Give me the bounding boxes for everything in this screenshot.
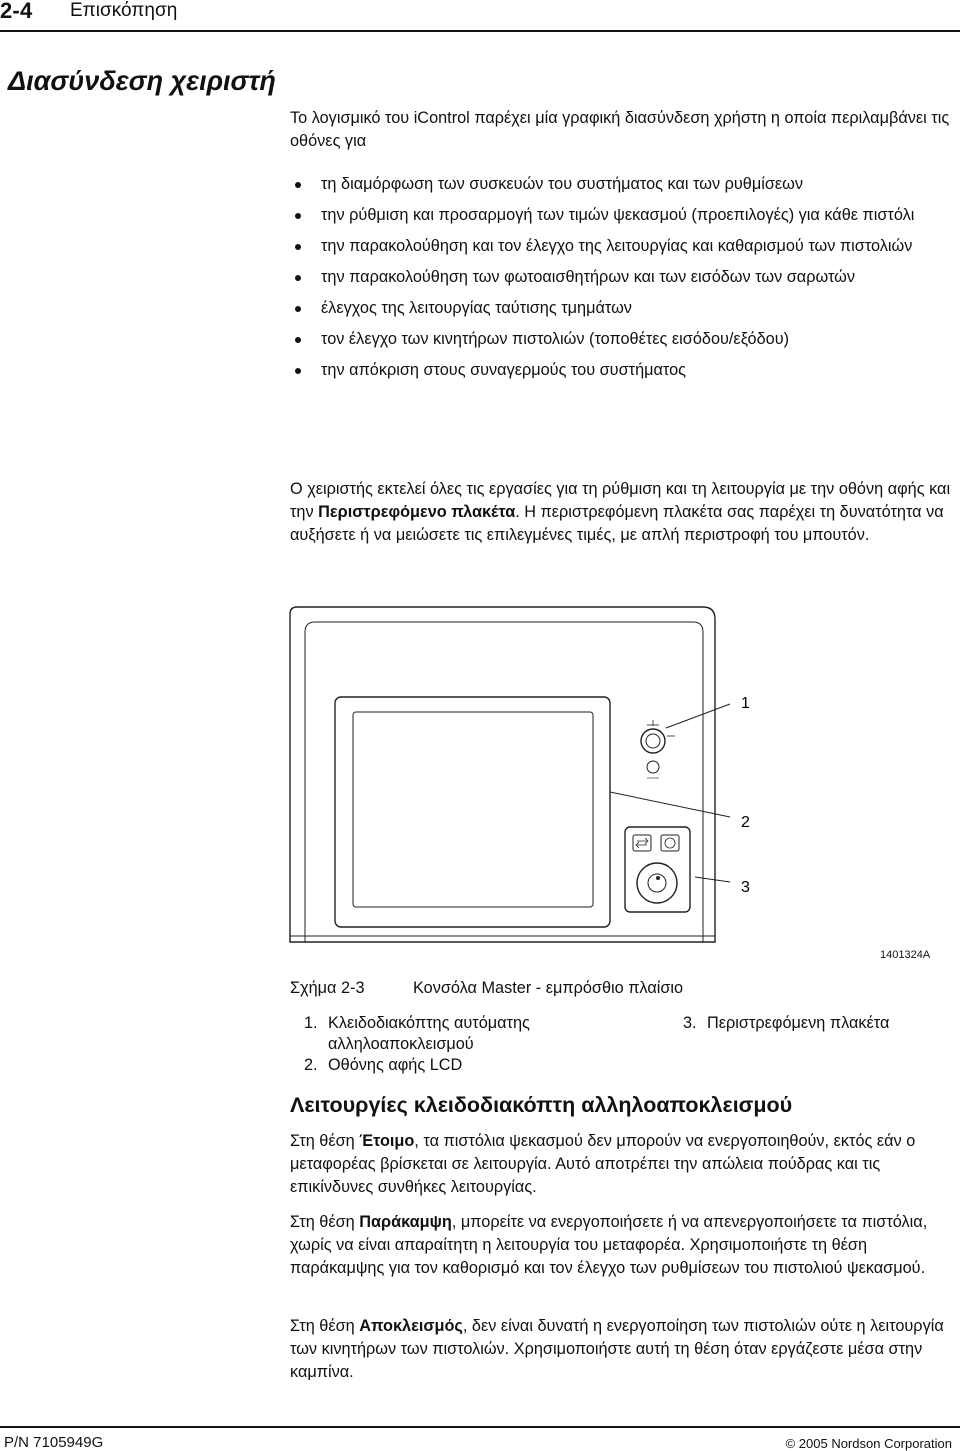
- bypass-text-2: , μπορείτε να ενεργοποιήσετε ή να απενεργοποιήσετε τα πιστόλια, χωρίς να είναι απαραίτητη η λειτουργία του μεταφορέα. Χρησιμοποιήστε τη θέση παράκαμψης για τον καθορισμό και τον έλεγχο των ρυθμίσεων του πιστολιού ψεκασμού.: [290, 1213, 928, 1277]
- feature-item: την απόκριση στους συναγερμούς του συστήματος: [290, 359, 930, 382]
- legend-number: 2.: [304, 1056, 318, 1074]
- lockout-indicator: [647, 761, 659, 773]
- callout-1-leader: [666, 704, 730, 728]
- ready-bold-term: Έτοιμο: [359, 1132, 415, 1150]
- legend-item: [304, 1013, 634, 1055]
- feature-item: έλεγχος της λειτουργίας ταύτισης τμημάτων: [290, 297, 930, 320]
- copyright: © 2005 Nordson Corporation: [785, 1436, 952, 1451]
- legend-number: 1.: [304, 1014, 318, 1032]
- ready-paragraph: [290, 1130, 955, 1199]
- legend-item: [683, 1013, 889, 1034]
- operator-text-1: Ο χειριστής εκτελεί όλες τις εργασίες για τη ρύθμιση και τη λειτουργία με την οθόνη αφής και την: [290, 480, 951, 521]
- legend-text-cont: αλληλοαποκλεισμού: [328, 1035, 474, 1053]
- console-housing: [290, 607, 715, 942]
- bypass-paragraph: [290, 1211, 955, 1280]
- ready-text-2: , τα πιστόλια ψεκασμού δεν μπορούν να ενεργοποιηθούν, εκτός εάν ο μεταφορέας βρίσκεται σε λειτουργία. Αυτό αποτρέπει την απώλεια πούδρας και τις επικίνδυνες συνθήκες λειτουργίας.: [290, 1132, 916, 1196]
- lockout-text-2: , δεν είναι δυνατή η ενεργοποίηση των πιστολιών ούτε η λειτουργία των κινητήρων των πιστολιών. Χρησιμοποιήστε αυτή τη θέση όταν εργάζεστε μέσα στην καμπίνα.: [290, 1317, 944, 1381]
- section-title: Επισκόπηση: [70, 0, 178, 21]
- figure-caption-label: Σχήμα 2-3: [290, 979, 365, 997]
- feature-item: την παρακολούθηση και τον έλεγχο της λειτουργίας και καθαρισμού των πιστολιών: [290, 235, 930, 258]
- feature-item: τον έλεγχο των κινητήρων πιστολιών (τοποθέτες εισόδου/εξόδου): [290, 328, 930, 351]
- footer-rule: [0, 1426, 960, 1428]
- figure-id: 1401324A: [880, 949, 931, 961]
- rotary-plate: [625, 827, 690, 912]
- callout-3: 3: [741, 879, 750, 896]
- legend-item: [304, 1055, 462, 1076]
- console-housing-inner: [305, 622, 703, 942]
- rotary-knob: [637, 863, 677, 903]
- lockout-bold-term: Αποκλεισμός: [359, 1317, 463, 1335]
- part-number: P/N 7105949G: [4, 1434, 104, 1451]
- bypass-bold-term: Παράκαμψη: [359, 1213, 452, 1231]
- operator-paragraph: [290, 478, 955, 547]
- console-front-panel-figure: [285, 602, 955, 962]
- feature-item: την ρύθμιση και προσαρμογή των τιμών ψεκασμού (προεπιλογές) για κάθε πιστόλι: [290, 204, 930, 227]
- feature-list: [290, 173, 930, 390]
- lockout-text-1: Στη θέση: [290, 1317, 360, 1335]
- feature-item: τη διαμόρφωση των συσκευών του συστήματος και των ρυθμίσεων: [290, 173, 930, 196]
- page-number: 2-4: [0, 0, 33, 23]
- callout-2: 2: [741, 814, 750, 831]
- header-rule: [0, 30, 960, 32]
- callout-3-leader: [695, 877, 730, 882]
- sub-heading: Λειτουργίες κλειδοδιακόπτη αλληλοαποκλεισμού: [290, 1093, 793, 1117]
- callout-2-leader: [610, 792, 730, 817]
- figure-caption-title: Κονσόλα Master - εμπρόσθιο πλαίσιο: [413, 979, 684, 997]
- lcd-bezel: [335, 697, 610, 927]
- lockout-paragraph: [290, 1315, 955, 1384]
- legend-text: Οθόνης αφής LCD: [328, 1056, 463, 1074]
- legend-text: Κλειδοδιακόπτης αυτόματης: [328, 1014, 530, 1032]
- operator-text-2: . Η περιστρεφόμενη πλακέτα σας παρέχει τη δυνατότητα να αυξήσετε ή να μειώσετε τις επιλεγμένες τιμές, με απλή περιστροφή του μπουτόν.: [290, 503, 944, 544]
- intro-paragraph: Το λογισμικό του iControl παρέχει μία γραφική διασύνδεση χρήστη η οποία περιλαμβάνει τις οθόνες για: [290, 109, 950, 150]
- main-heading: Διασύνδεση χειριστή: [8, 66, 276, 96]
- lcd-screen: [353, 712, 593, 907]
- feature-item: την παρακολούθηση των φωτοαισθητήρων και των εισόδων των σαρωτών: [290, 266, 930, 289]
- bypass-text-1: Στη θέση: [290, 1213, 360, 1231]
- keyswitch-dial: [641, 729, 665, 753]
- legend-text: Περιστρεφόμενη πλακέτα: [707, 1014, 890, 1032]
- operator-bold-term: Περιστρεφόμενο πλακέτα: [318, 503, 516, 521]
- callout-1: 1: [741, 695, 750, 712]
- legend-number: 3.: [683, 1014, 697, 1032]
- ready-text-1: Στη θέση: [290, 1132, 360, 1150]
